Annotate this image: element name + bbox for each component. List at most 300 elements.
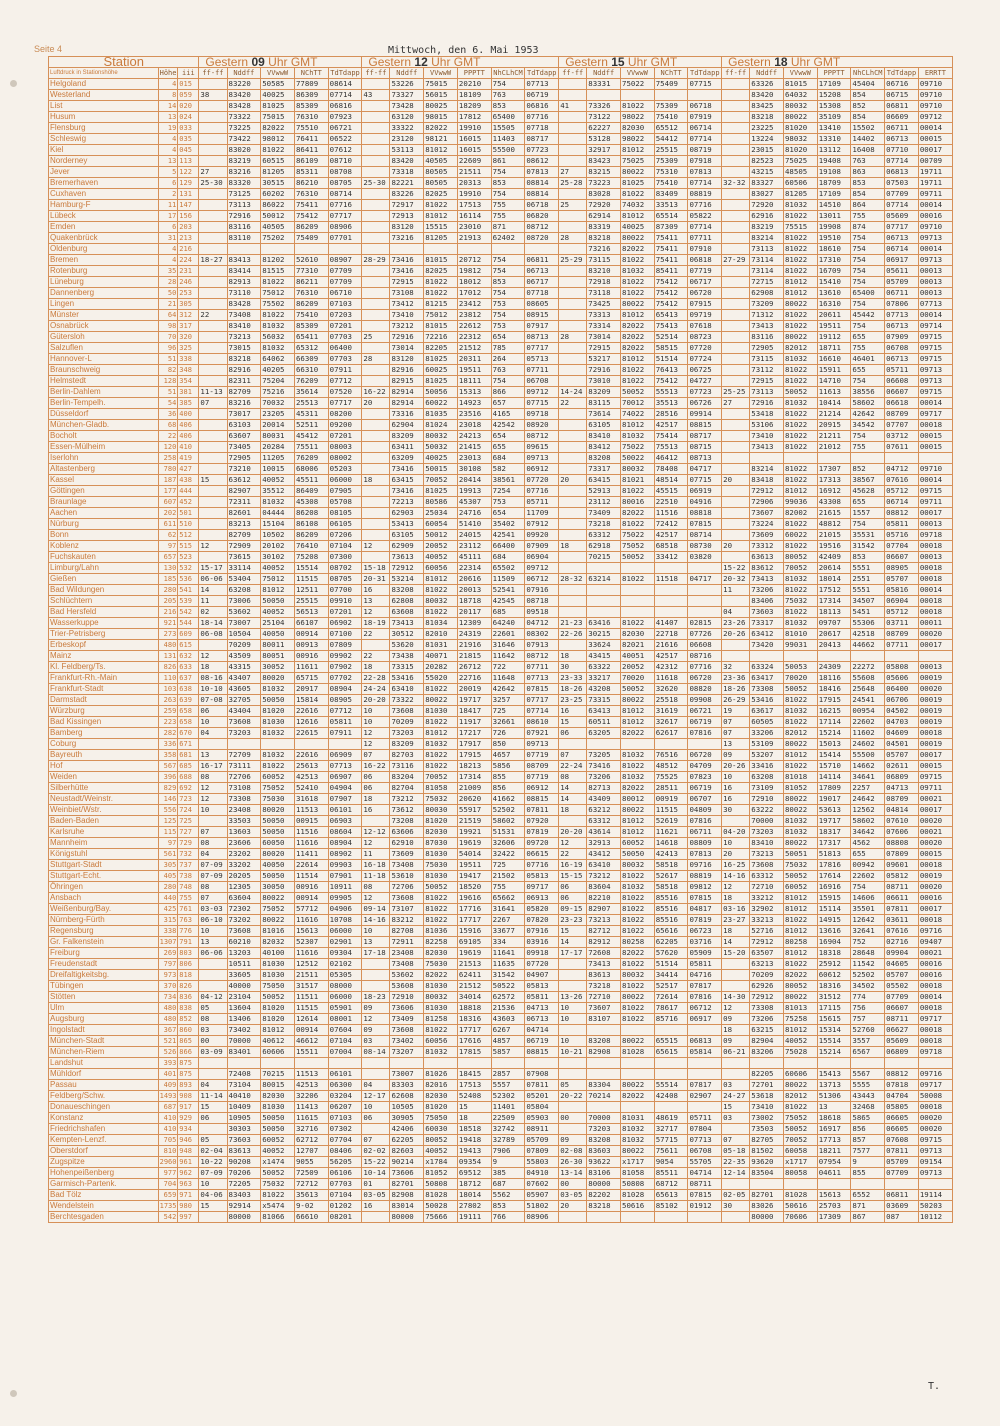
obs-cell: 82221	[390, 178, 424, 189]
obs-cell: 07909	[525, 541, 559, 552]
table-row	[49, 937, 953, 948]
obs-cell: 21-23	[559, 618, 587, 629]
obs-cell: 73104	[227, 1080, 261, 1091]
obs-cell: 06811	[885, 1190, 919, 1201]
obs-cell: 03	[722, 1113, 750, 1124]
obs-cell	[722, 79, 750, 90]
obs-cell: 83107	[587, 1014, 621, 1025]
obs-cell: 82022	[621, 1091, 655, 1102]
station-index: 732	[178, 849, 199, 860]
obs-cell: 02-04	[199, 1146, 227, 1157]
table-row	[49, 1190, 953, 1201]
column-header: ERRTT	[918, 68, 952, 79]
obs-cell	[199, 981, 227, 992]
obs-cell: 17716	[457, 904, 491, 915]
obs-cell: 15	[559, 926, 587, 937]
obs-cell: 05611	[885, 266, 919, 277]
obs-cell: 75412	[654, 376, 688, 387]
station-name: Norderney	[49, 156, 159, 167]
obs-cell: 23606	[227, 838, 261, 849]
obs-cell: 34502	[851, 981, 885, 992]
obs-cell: 05811	[885, 519, 919, 530]
obs-cell: 06714	[688, 123, 722, 134]
obs-cell: 08812	[885, 508, 919, 519]
obs-cell: 73613	[390, 552, 424, 563]
obs-cell: 21512	[457, 981, 491, 992]
obs-cell: 42545	[491, 596, 525, 607]
obs-cell: 07712	[328, 376, 362, 387]
obs-cell: 19111	[457, 1212, 491, 1223]
station-index: 033	[178, 123, 199, 134]
obs-cell	[362, 420, 390, 431]
obs-cell	[621, 585, 655, 596]
obs-cell: 10-21	[559, 1047, 587, 1058]
obs-cell: 80022	[783, 332, 817, 343]
obs-cell: 07811	[885, 904, 919, 915]
obs-cell: 22616	[294, 706, 328, 717]
station-index: 381	[178, 387, 199, 398]
obs-cell: 70606	[783, 1212, 817, 1223]
obs-cell: 70052	[783, 1135, 817, 1146]
obs-cell: 33202	[227, 860, 261, 871]
station-index: 963	[178, 1179, 199, 1190]
obs-cell	[328, 739, 362, 750]
station-name: Trier-Petrisberg	[49, 629, 159, 640]
obs-cell: 07201	[328, 431, 362, 442]
obs-cell: 76209	[294, 376, 328, 387]
obs-cell: 40025	[621, 222, 655, 233]
obs-cell: 73608	[390, 1025, 424, 1036]
obs-cell: 73206	[750, 585, 784, 596]
obs-cell: 50052	[783, 684, 817, 695]
obs-cell: 30052	[261, 662, 295, 673]
obs-cell: 00015	[918, 849, 952, 860]
obs-cell: 63415	[390, 475, 424, 486]
station-height: 780	[158, 464, 178, 475]
obs-cell: 66400	[491, 541, 525, 552]
obs-cell: 18316	[817, 981, 851, 992]
obs-cell: 73112	[750, 365, 784, 376]
station-height: 13	[158, 112, 178, 123]
obs-cell: 15	[199, 1102, 227, 1113]
obs-cell: 07716	[525, 860, 559, 871]
station-name: Hamburg-F	[49, 200, 159, 211]
obs-cell: 11516	[294, 827, 328, 838]
obs-cell	[750, 1058, 784, 1069]
obs-cell: 43407	[227, 673, 261, 684]
obs-cell: 06818	[688, 255, 722, 266]
obs-cell: 75411	[654, 255, 688, 266]
obs-cell: 73607	[750, 508, 784, 519]
obs-cell: 11513	[294, 805, 328, 816]
station-name: Bocholt	[49, 431, 159, 442]
obs-cell: 42513	[294, 1080, 328, 1091]
obs-cell: 73416	[390, 255, 424, 266]
obs-cell	[722, 981, 750, 992]
table-row	[49, 497, 953, 508]
obs-cell: 73212	[390, 794, 424, 805]
table-row	[49, 376, 953, 387]
obs-cell: 09518	[525, 607, 559, 618]
obs-cell: 26-30	[559, 1157, 587, 1168]
obs-cell: 65400	[491, 112, 525, 123]
obs-cell: 07911	[328, 365, 362, 376]
obs-cell: 83116	[227, 222, 261, 233]
obs-cell: 83413	[227, 255, 261, 266]
obs-cell: 12616	[294, 717, 328, 728]
obs-cell: 80022	[621, 167, 655, 178]
obs-cell: 30108	[457, 464, 491, 475]
obs-cell: 40052	[261, 607, 295, 618]
obs-cell: 40410	[227, 1091, 261, 1102]
obs-cell: 80022	[621, 695, 655, 706]
obs-cell	[199, 299, 227, 310]
obs-cell: 24319	[457, 629, 491, 640]
obs-cell	[362, 145, 390, 156]
obs-cell: 81034	[424, 618, 458, 629]
obs-cell: 20210	[457, 79, 491, 90]
table-row	[49, 519, 953, 530]
obs-cell: 06710	[328, 288, 362, 299]
obs-cell: 12	[199, 783, 227, 794]
obs-cell: 69105	[457, 937, 491, 948]
table-row	[49, 277, 953, 288]
obs-cell: 40025	[261, 90, 295, 101]
obs-cell	[559, 453, 587, 464]
obs-cell: 07104	[328, 541, 362, 552]
station-name: München-Gladb.	[49, 420, 159, 431]
obs-cell: 20052	[621, 662, 655, 673]
weather-observation-table	[48, 56, 953, 1223]
station-height: 440	[158, 893, 178, 904]
table-row	[49, 596, 953, 607]
obs-cell: 31517	[294, 981, 328, 992]
obs-cell: 18-26	[722, 684, 750, 695]
obs-cell: 13713	[817, 1080, 851, 1091]
table-row	[49, 233, 953, 244]
obs-cell: 65512	[654, 123, 688, 134]
station-height: 826	[158, 662, 178, 673]
obs-cell: 08818	[688, 508, 722, 519]
obs-cell: 83420	[390, 156, 424, 167]
station-name: Schleswig	[49, 134, 159, 145]
obs-cell: 50616	[783, 1201, 817, 1212]
obs-cell: 11514	[294, 871, 328, 882]
station-index: 510	[178, 519, 199, 530]
obs-cell: 73017	[227, 409, 261, 420]
obs-cell: 02611	[885, 761, 919, 772]
obs-cell: 21511	[294, 970, 328, 981]
obs-cell: 90208	[227, 1157, 261, 1168]
obs-cell: 73205	[587, 750, 621, 761]
obs-cell	[918, 1058, 952, 1069]
obs-cell: 81032	[261, 728, 295, 739]
station-name: Kiel	[49, 145, 159, 156]
obs-cell: 853	[851, 552, 885, 563]
obs-cell: 25	[559, 200, 587, 211]
obs-cell: 40612	[261, 1036, 295, 1047]
obs-cell: 82032	[261, 937, 295, 948]
obs-cell: 07503	[885, 178, 919, 189]
obs-cell	[817, 1058, 851, 1069]
obs-cell: 63411	[390, 442, 424, 453]
obs-cell: 09	[362, 1003, 390, 1014]
group-header-part: Gestern	[565, 56, 612, 68]
obs-cell: 04444	[261, 508, 295, 519]
obs-cell: 60612	[817, 970, 851, 981]
obs-cell: 00014	[918, 200, 952, 211]
obs-cell: 58518	[654, 882, 688, 893]
obs-cell: 77310	[294, 266, 328, 277]
obs-cell: 82202	[587, 1190, 621, 1201]
obs-cell	[559, 266, 587, 277]
obs-cell	[817, 1179, 851, 1190]
obs-cell: 81022	[621, 618, 655, 629]
obs-cell: 08905	[885, 563, 919, 574]
column-header: TdTdapp	[328, 68, 362, 79]
obs-cell: 854	[851, 189, 885, 200]
table-row	[49, 926, 953, 937]
obs-cell: 08710	[328, 156, 362, 167]
obs-cell: 63507	[750, 948, 784, 959]
station-height: 829	[158, 783, 178, 794]
obs-cell: 06400	[885, 684, 919, 695]
obs-cell: 20311	[457, 354, 491, 365]
obs-cell: 33206	[750, 728, 784, 739]
obs-cell: 15104	[261, 519, 295, 530]
obs-cell: 58515	[654, 343, 688, 354]
obs-cell	[654, 1058, 688, 1069]
obs-cell: 73107	[390, 904, 424, 915]
table-row	[49, 332, 953, 343]
obs-cell	[362, 321, 390, 332]
obs-cell: 06820	[525, 211, 559, 222]
station-height: 280	[158, 585, 178, 596]
group-header-part: Gestern	[728, 56, 775, 68]
obs-cell: 73216	[587, 244, 621, 255]
obs-cell: 52408	[457, 1091, 491, 1102]
obs-cell: 21211	[817, 431, 851, 442]
obs-cell: 62909	[390, 541, 424, 552]
station-height: 68	[158, 420, 178, 431]
station-name: Helgoland	[49, 79, 159, 90]
obs-cell: 19418	[457, 1135, 491, 1146]
obs-cell: 04501	[885, 739, 919, 750]
obs-cell	[362, 453, 390, 464]
obs-cell	[199, 519, 227, 530]
obs-cell: 72709	[227, 750, 261, 761]
obs-cell: 06713	[885, 134, 919, 145]
obs-cell: 07711	[525, 365, 559, 376]
obs-cell: 856	[851, 1124, 885, 1135]
obs-cell	[885, 651, 919, 662]
obs-cell: 00018	[918, 563, 952, 574]
obs-cell: 09710	[918, 464, 952, 475]
obs-cell: 81032	[621, 882, 655, 893]
obs-cell: 51514	[654, 959, 688, 970]
column-header: PPPTT	[457, 68, 491, 79]
obs-cell: 62572	[491, 992, 525, 1003]
obs-cell: 32716	[294, 1124, 328, 1135]
obs-cell: 19417	[457, 871, 491, 882]
obs-cell: 42409	[817, 552, 851, 563]
obs-cell	[362, 266, 390, 277]
obs-cell: 75410	[654, 112, 688, 123]
obs-cell: 83214	[750, 233, 784, 244]
obs-cell	[362, 123, 390, 134]
obs-cell	[783, 651, 817, 662]
obs-cell: 07720	[525, 959, 559, 970]
station-height: 31	[158, 233, 178, 244]
obs-cell: 82025	[424, 189, 458, 200]
table-row	[49, 442, 953, 453]
obs-cell: 20	[559, 475, 587, 486]
obs-cell: 07715	[688, 79, 722, 90]
station-index: 542	[178, 607, 199, 618]
obs-cell: 22	[199, 310, 227, 321]
table-row	[49, 145, 953, 156]
obs-cell: 52517	[654, 981, 688, 992]
obs-cell: 72912	[390, 563, 424, 574]
station-index: 639	[178, 695, 199, 706]
obs-cell: 14-16	[362, 915, 390, 926]
obs-cell	[621, 1212, 655, 1223]
obs-cell: 06811	[885, 101, 919, 112]
obs-cell: 11648	[491, 673, 525, 684]
obs-cell: 06706	[885, 695, 919, 706]
obs-cell: 63410	[390, 684, 424, 695]
obs-cell: 15314	[817, 1025, 851, 1036]
obs-cell: 86208	[294, 508, 328, 519]
obs-cell	[362, 1212, 390, 1223]
obs-cell: 72909	[227, 541, 261, 552]
obs-cell: 34642	[851, 827, 885, 838]
station-height: 269	[158, 948, 178, 959]
obs-cell: 08915	[525, 310, 559, 321]
table-row	[49, 464, 953, 475]
obs-cell: 06605	[885, 1124, 919, 1135]
obs-cell: 05201	[525, 1091, 559, 1102]
obs-cell	[227, 244, 261, 255]
obs-cell: 06000	[328, 926, 362, 937]
obs-cell: 23-33	[559, 673, 587, 684]
obs-cell: 774	[851, 992, 885, 1003]
obs-cell: 81022	[621, 189, 655, 200]
obs-cell: 58518	[654, 860, 688, 871]
obs-cell: 12562	[851, 805, 885, 816]
obs-cell: 02102	[328, 959, 362, 970]
obs-cell: 06723	[688, 926, 722, 937]
station-height: 973	[158, 970, 178, 981]
station-name: Coburg	[49, 739, 159, 750]
station-name: Passau	[49, 1080, 159, 1091]
obs-cell: 05901	[328, 1003, 362, 1014]
obs-cell: 18518	[457, 1124, 491, 1135]
station-height: 263	[158, 695, 178, 706]
obs-cell: 23225	[750, 123, 784, 134]
obs-cell: 11542	[851, 959, 885, 970]
obs-cell: 06902	[328, 618, 362, 629]
obs-cell: 60052	[621, 838, 655, 849]
obs-cell: 15	[199, 1201, 227, 1212]
obs-cell: 00954	[851, 706, 885, 717]
obs-cell: 19510	[817, 233, 851, 244]
obs-cell: 04709	[688, 761, 722, 772]
obs-cell: 21214	[817, 409, 851, 420]
obs-cell: 08002	[328, 453, 362, 464]
obs-cell: 43215	[750, 167, 784, 178]
obs-cell: 11411	[294, 849, 328, 860]
obs-cell: 08709	[525, 761, 559, 772]
station-index: 961	[178, 1157, 199, 1168]
station-index: 035	[178, 134, 199, 145]
obs-cell: 23013	[457, 453, 491, 464]
obs-cell: 00017	[918, 750, 952, 761]
obs-cell: 17614	[817, 871, 851, 882]
obs-cell	[362, 189, 390, 200]
obs-cell: 15	[559, 717, 587, 728]
obs-cell: 35531	[851, 530, 885, 541]
obs-cell: 53613	[817, 805, 851, 816]
obs-cell: 15214	[817, 728, 851, 739]
obs-cell: 30515	[261, 178, 295, 189]
obs-cell	[559, 585, 587, 596]
obs-cell: 81022	[783, 420, 817, 431]
obs-cell: 20413	[817, 640, 851, 651]
obs-cell: 07709	[885, 1168, 919, 1179]
obs-cell: 81022	[621, 981, 655, 992]
obs-cell: 754	[851, 277, 885, 288]
obs-cell: 83028	[587, 189, 621, 200]
obs-cell	[851, 651, 885, 662]
obs-cell: 07714	[688, 222, 722, 233]
station-name: Ansbach	[49, 893, 159, 904]
obs-cell: 06	[362, 772, 390, 783]
obs-cell: 11403	[491, 134, 525, 145]
obs-cell: 83406	[750, 596, 784, 607]
obs-cell: 75411	[654, 233, 688, 244]
obs-cell: 75052	[261, 904, 295, 915]
obs-cell: 07	[362, 1135, 390, 1146]
obs-cell: 64240	[491, 618, 525, 629]
obs-cell: 83410	[750, 838, 784, 849]
obs-cell: 57620	[654, 948, 688, 959]
station-name: Osnabrück	[49, 321, 159, 332]
obs-cell: 07716	[328, 200, 362, 211]
obs-cell: 07813	[525, 167, 559, 178]
obs-cell: 07616	[885, 926, 919, 937]
obs-cell: 33114	[227, 563, 261, 574]
obs-cell: 24213	[457, 431, 491, 442]
obs-cell: 10414	[817, 398, 851, 409]
obs-cell: 52514	[654, 332, 688, 343]
obs-cell: 81026	[424, 1069, 458, 1080]
obs-cell: 18	[722, 1025, 750, 1036]
station-index: 059	[178, 90, 199, 101]
obs-cell: 50052	[783, 387, 817, 398]
station-name: Bamberg	[49, 728, 159, 739]
station-height: 561	[158, 849, 178, 860]
obs-cell: 16917	[817, 1124, 851, 1135]
station-name: Kl. Feldberg/Ts.	[49, 662, 159, 673]
obs-cell	[362, 530, 390, 541]
obs-cell: 53416	[750, 695, 784, 706]
obs-cell: 15502	[851, 123, 885, 134]
obs-cell	[199, 101, 227, 112]
obs-cell: 81012	[261, 1025, 295, 1036]
column-header: VVwwW	[261, 68, 295, 79]
obs-cell: 08712	[525, 222, 559, 233]
